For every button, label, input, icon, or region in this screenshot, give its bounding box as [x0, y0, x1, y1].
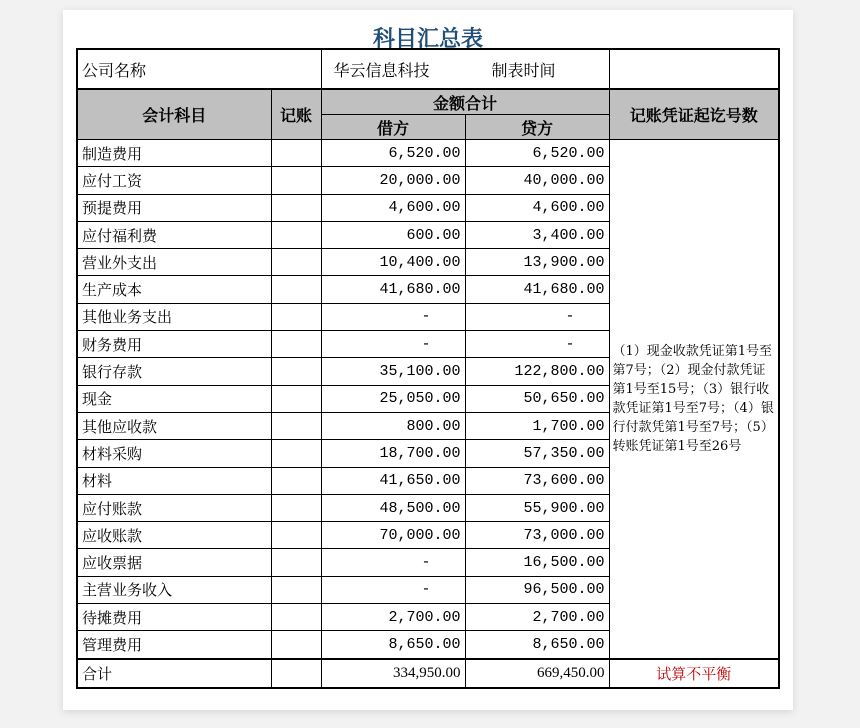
posting-cell[interactable]	[271, 385, 321, 412]
posting-cell[interactable]	[271, 358, 321, 385]
credit-cell[interactable]: 40,000.00	[465, 167, 609, 194]
posting-cell[interactable]	[271, 412, 321, 439]
total-posting	[271, 659, 321, 688]
credit-cell[interactable]: 13,900.00	[465, 249, 609, 276]
posting-cell[interactable]	[271, 522, 321, 549]
date-label: 制表时间	[491, 60, 556, 80]
account-cell[interactable]: 主营业务收入	[77, 576, 271, 603]
total-credit: 669,450.00	[465, 659, 609, 688]
header-posting: 记账	[271, 89, 321, 140]
company-name[interactable]: 华云信息科技	[333, 60, 430, 80]
account-cell[interactable]: 营业外支出	[77, 249, 271, 276]
date-value[interactable]	[609, 49, 779, 89]
debit-cell[interactable]: 41,650.00	[321, 467, 465, 494]
debit-cell[interactable]: 18,700.00	[321, 440, 465, 467]
credit-cell[interactable]: 16,500.00	[465, 549, 609, 576]
header-debit: 借方	[321, 115, 465, 140]
sheet-card	[63, 10, 793, 710]
credit-cell[interactable]: 4,600.00	[465, 194, 609, 221]
posting-cell[interactable]	[271, 549, 321, 576]
posting-cell[interactable]	[271, 576, 321, 603]
account-cell[interactable]: 管理费用	[77, 631, 271, 659]
account-cell[interactable]: 应收账款	[77, 522, 271, 549]
debit-cell[interactable]: -	[321, 331, 465, 358]
posting-cell[interactable]	[271, 276, 321, 303]
posting-cell[interactable]	[271, 140, 321, 167]
account-cell[interactable]: 材料	[77, 467, 271, 494]
account-cell[interactable]: 预提费用	[77, 194, 271, 221]
page-title: 科目汇总表	[372, 27, 483, 52]
debit-cell[interactable]: 4,600.00	[321, 194, 465, 221]
debit-cell[interactable]: 48,500.00	[321, 494, 465, 521]
debit-cell[interactable]: 6,520.00	[321, 140, 465, 167]
credit-cell[interactable]: -	[465, 303, 609, 330]
posting-cell[interactable]	[271, 631, 321, 659]
credit-cell[interactable]: 8,650.00	[465, 631, 609, 659]
posting-cell[interactable]	[271, 331, 321, 358]
credit-cell[interactable]: 57,350.00	[465, 440, 609, 467]
credit-cell[interactable]: 73,000.00	[465, 522, 609, 549]
debit-cell[interactable]: 20,000.00	[321, 167, 465, 194]
debit-cell[interactable]: -	[321, 549, 465, 576]
account-cell[interactable]: 现金	[77, 385, 271, 412]
credit-cell[interactable]: 73,600.00	[465, 467, 609, 494]
debit-cell[interactable]: 10,400.00	[321, 249, 465, 276]
credit-cell[interactable]: 122,800.00	[465, 358, 609, 385]
credit-cell[interactable]: -	[465, 331, 609, 358]
voucher-note-cell[interactable]: （1）现金收款凭证第1号至第7号；（2）现金付款凭证第1号至15号；（3）银行收款凭证第1号至7号；（4）银行付款凭第1号至7号；（5）转账凭证第1号至26号	[609, 140, 779, 659]
debit-cell[interactable]: 8,650.00	[321, 631, 465, 659]
posting-cell[interactable]	[271, 467, 321, 494]
header-voucher-range: 记账凭证起讫号数	[609, 89, 779, 140]
account-cell[interactable]: 待摊费用	[77, 604, 271, 631]
debit-cell[interactable]: -	[321, 576, 465, 603]
account-cell[interactable]: 制造费用	[77, 140, 271, 167]
account-cell[interactable]: 应付福利费	[77, 221, 271, 248]
account-cell[interactable]: 应收票据	[77, 549, 271, 576]
account-cell[interactable]: 其他应收款	[77, 412, 271, 439]
account-cell[interactable]: 银行存款	[77, 358, 271, 385]
balance-status: 试算不平衡	[609, 659, 779, 688]
account-cell[interactable]: 其他业务支出	[77, 303, 271, 330]
debit-cell[interactable]: 70,000.00	[321, 522, 465, 549]
credit-cell[interactable]: 2,700.00	[465, 604, 609, 631]
debit-cell[interactable]: 600.00	[321, 221, 465, 248]
company-row	[77, 49, 779, 89]
posting-cell[interactable]	[271, 494, 321, 521]
credit-cell[interactable]: 50,650.00	[465, 385, 609, 412]
debit-cell[interactable]: 35,100.00	[321, 358, 465, 385]
account-cell[interactable]: 材料采购	[77, 440, 271, 467]
credit-cell[interactable]: 6,520.00	[465, 140, 609, 167]
header-amount-total: 金额合计	[321, 89, 609, 115]
header-credit: 贷方	[465, 115, 609, 140]
credit-cell[interactable]: 3,400.00	[465, 221, 609, 248]
credit-cell[interactable]: 41,680.00	[465, 276, 609, 303]
company-label: 公司名称	[77, 49, 321, 89]
debit-cell[interactable]: 25,050.00	[321, 385, 465, 412]
credit-cell[interactable]: 96,500.00	[465, 576, 609, 603]
account-cell[interactable]: 生产成本	[77, 276, 271, 303]
debit-cell[interactable]: 2,700.00	[321, 604, 465, 631]
account-cell[interactable]: 财务费用	[77, 331, 271, 358]
posting-cell[interactable]	[271, 194, 321, 221]
total-debit: 334,950.00	[321, 659, 465, 688]
posting-cell[interactable]	[271, 167, 321, 194]
posting-cell[interactable]	[271, 221, 321, 248]
debit-cell[interactable]: 800.00	[321, 412, 465, 439]
posting-cell[interactable]	[271, 604, 321, 631]
debit-cell[interactable]: -	[321, 303, 465, 330]
account-cell[interactable]: 应付工资	[77, 167, 271, 194]
posting-cell[interactable]	[271, 249, 321, 276]
debit-cell[interactable]: 41,680.00	[321, 276, 465, 303]
posting-cell[interactable]	[271, 303, 321, 330]
account-cell[interactable]: 应付账款	[77, 494, 271, 521]
header-account: 会计科目	[77, 89, 271, 140]
summary-table	[76, 48, 780, 689]
total-label: 合计	[77, 659, 271, 688]
total-row	[77, 659, 779, 688]
credit-cell[interactable]: 1,700.00	[465, 412, 609, 439]
table-row	[77, 140, 779, 167]
credit-cell[interactable]: 55,900.00	[465, 494, 609, 521]
posting-cell[interactable]	[271, 440, 321, 467]
